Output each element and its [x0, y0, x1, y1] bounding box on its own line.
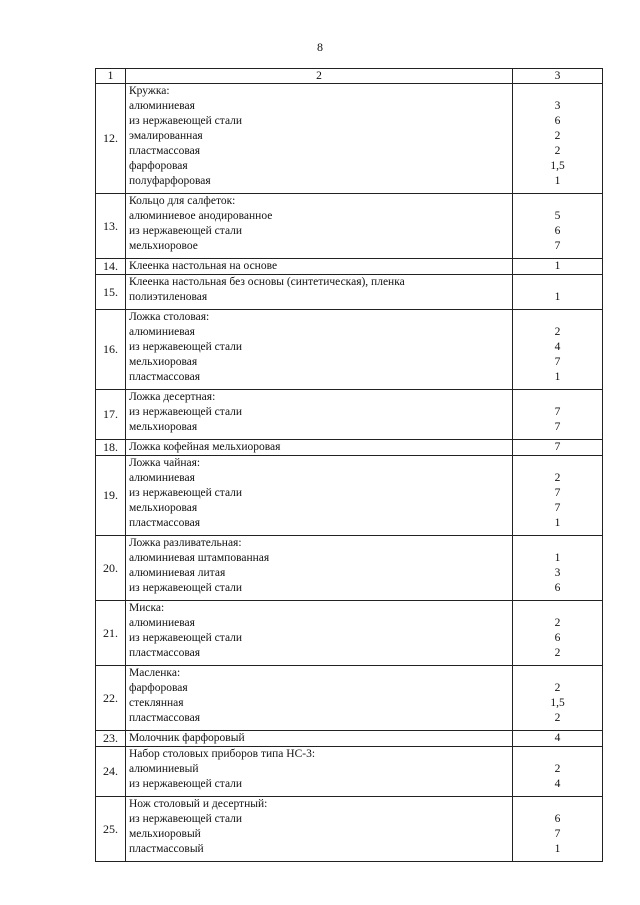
row-number: 21. — [96, 601, 126, 666]
item-variant: алюминиевая — [129, 472, 195, 484]
table-row — [96, 194, 603, 259]
item-variant: из нержавеющей стали — [129, 341, 243, 353]
item-value: 6 — [554, 632, 561, 644]
row-number: 25. — [96, 797, 126, 862]
item-variant: алюминиевое анодированное — [129, 210, 273, 222]
item-value — [513, 747, 602, 762]
item-values — [513, 84, 603, 194]
item-value: 7 — [554, 421, 561, 433]
item-values — [513, 731, 603, 747]
item-value: 7 — [554, 828, 561, 840]
item-value: 2 — [554, 145, 561, 157]
table-row — [96, 310, 603, 390]
item-value: 2 — [554, 712, 561, 724]
item-value — [513, 601, 602, 616]
item-variant: мельхиоровая — [129, 421, 198, 433]
item-variant: пластмассовая — [129, 647, 201, 659]
item-value: 1 — [554, 291, 561, 303]
item-value: 4 — [554, 341, 561, 353]
item-value: 2 — [554, 130, 561, 142]
item-variant: стеклянная — [129, 697, 184, 709]
item-description — [126, 731, 513, 747]
item-variant: пластмассовая — [129, 712, 201, 724]
item-values — [513, 601, 603, 666]
item-value: 2 — [554, 326, 561, 338]
item-value: 7 — [554, 441, 561, 453]
row-number: 24. — [96, 747, 126, 797]
item-value: 4 — [554, 778, 561, 790]
item-description — [126, 440, 513, 456]
item-value — [513, 666, 602, 681]
item-variant: из нержавеющей стали — [129, 582, 243, 594]
table-row — [96, 747, 603, 797]
item-variant: фарфоровая — [129, 160, 188, 172]
item-variant: алюминиевая штампованная — [129, 552, 270, 564]
item-description — [126, 747, 513, 797]
item-value: 1 — [554, 843, 561, 855]
item-value — [513, 310, 602, 325]
item-value: 1,5 — [550, 160, 565, 172]
item-title: Клеенка настольная без основы (синтетическая), пленка — [129, 276, 405, 288]
item-value: 2 — [554, 647, 561, 659]
item-variant: пластмассовая — [129, 517, 201, 529]
row-number: 12. — [96, 84, 126, 194]
item-values — [513, 310, 603, 390]
header-col-2: 2 — [126, 69, 513, 84]
item-description — [126, 259, 513, 275]
table-row — [96, 601, 603, 666]
item-description — [126, 310, 513, 390]
item-value: 5 — [554, 210, 561, 222]
item-variant: алюминиевая — [129, 617, 195, 629]
item-title: Масленка: — [129, 667, 181, 679]
item-variant: алюминиевая — [129, 326, 195, 338]
header-col-1: 1 — [96, 69, 126, 84]
item-variant: алюминиевая литая — [129, 567, 226, 579]
row-number: 16. — [96, 310, 126, 390]
item-variant: из нержавеющей стали — [129, 632, 243, 644]
row-number: 23. — [96, 731, 126, 747]
item-value — [513, 194, 602, 209]
item-variant: из нержавеющей стали — [129, 115, 243, 127]
item-variant: пластмассовый — [129, 843, 204, 855]
row-number: 14. — [96, 259, 126, 275]
item-title: Нож столовый и десертный: — [129, 798, 268, 810]
item-variant: пластмассовая — [129, 145, 201, 157]
item-variant: алюминиевая — [129, 100, 195, 112]
item-description — [126, 194, 513, 259]
item-variant: алюминиевый — [129, 763, 199, 775]
item-value: 7 — [554, 240, 561, 252]
item-title: Кружка: — [129, 85, 170, 97]
item-variant: полуфарфоровая — [129, 175, 211, 187]
item-variant: мельхиоровая — [129, 356, 198, 368]
table-row — [96, 259, 603, 275]
table-row — [96, 536, 603, 601]
item-value — [513, 390, 602, 405]
item-values — [513, 747, 603, 797]
table-row — [96, 440, 603, 456]
item-description — [126, 275, 513, 310]
item-title: Молочник фарфоровый — [129, 732, 245, 744]
item-values — [513, 390, 603, 440]
item-value: 6 — [554, 115, 561, 127]
item-value — [513, 275, 602, 290]
table-row — [96, 275, 603, 310]
item-description — [126, 456, 513, 536]
item-value: 2 — [554, 763, 561, 775]
item-title: Ложка столовая: — [129, 311, 210, 323]
item-value: 3 — [554, 100, 561, 112]
table-row — [96, 731, 603, 747]
item-value: 2 — [554, 617, 561, 629]
item-value: 4 — [554, 732, 561, 744]
item-variant: из нержавеющей стали — [129, 225, 243, 237]
item-variant: эмалированная — [129, 130, 203, 142]
table-row — [96, 390, 603, 440]
table-row — [96, 84, 603, 194]
item-variant: мельхиоровая — [129, 502, 198, 514]
item-value: 7 — [554, 502, 561, 514]
item-value: 2 — [554, 682, 561, 694]
item-variant: фарфоровая — [129, 682, 188, 694]
item-description — [126, 601, 513, 666]
item-description — [126, 390, 513, 440]
item-value: 6 — [554, 225, 561, 237]
item-variant: полиэтиленовая — [129, 291, 208, 303]
item-values — [513, 259, 603, 275]
item-variant: мельхиоровое — [129, 240, 198, 252]
item-variant: из нержавеющей стали — [129, 487, 243, 499]
item-variant: мельхиоровый — [129, 828, 201, 840]
row-number: 15. — [96, 275, 126, 310]
item-values — [513, 275, 603, 310]
item-title: Ложка разливательная: — [129, 537, 242, 549]
item-values — [513, 440, 603, 456]
item-title: Набор столовых приборов типа НС-3: — [129, 748, 316, 760]
item-values — [513, 797, 603, 862]
page-number: 8 — [317, 40, 323, 54]
row-number: 22. — [96, 666, 126, 731]
table-row — [96, 666, 603, 731]
item-value — [513, 797, 602, 812]
item-value: 6 — [554, 813, 561, 825]
item-values — [513, 536, 603, 601]
row-number: 13. — [96, 194, 126, 259]
item-title: Ложка десертная: — [129, 391, 216, 403]
row-number: 19. — [96, 456, 126, 536]
row-number: 18. — [96, 440, 126, 456]
item-value: 1 — [554, 552, 561, 564]
item-value: 1 — [554, 517, 561, 529]
table-row — [96, 797, 603, 862]
item-value: 6 — [554, 582, 561, 594]
item-variant: из нержавеющей стали — [129, 778, 243, 790]
row-number: 17. — [96, 390, 126, 440]
item-values — [513, 194, 603, 259]
norms-table — [95, 68, 603, 862]
item-value — [513, 536, 602, 551]
row-number: 20. — [96, 536, 126, 601]
item-value: 7 — [554, 487, 561, 499]
item-value: 1 — [554, 371, 561, 383]
item-title: Миска: — [129, 602, 165, 614]
item-value: 1,5 — [550, 697, 565, 709]
item-title: Ложка кофейная мельхиоровая — [129, 441, 281, 453]
item-variant: из нержавеющей стали — [129, 813, 243, 825]
item-description — [126, 536, 513, 601]
item-title: Кольцо для салфеток: — [129, 195, 236, 207]
item-value: 7 — [554, 356, 561, 368]
item-description — [126, 666, 513, 731]
item-description — [126, 84, 513, 194]
item-description — [126, 797, 513, 862]
item-value — [513, 456, 602, 471]
item-value — [513, 84, 602, 99]
item-title: Клеенка настольная на основе — [129, 260, 278, 272]
item-variant: пластмассовая — [129, 371, 201, 383]
item-values — [513, 666, 603, 731]
item-value: 3 — [554, 567, 561, 579]
item-value: 1 — [554, 260, 561, 272]
item-variant: из нержавеющей стали — [129, 406, 243, 418]
item-values — [513, 456, 603, 536]
item-title: Ложка чайная: — [129, 457, 201, 469]
item-value: 7 — [554, 406, 561, 418]
table-header-row — [96, 69, 603, 84]
header-col-3: 3 — [513, 69, 603, 84]
item-value: 1 — [554, 175, 561, 187]
item-value: 2 — [554, 472, 561, 484]
table-row — [96, 456, 603, 536]
